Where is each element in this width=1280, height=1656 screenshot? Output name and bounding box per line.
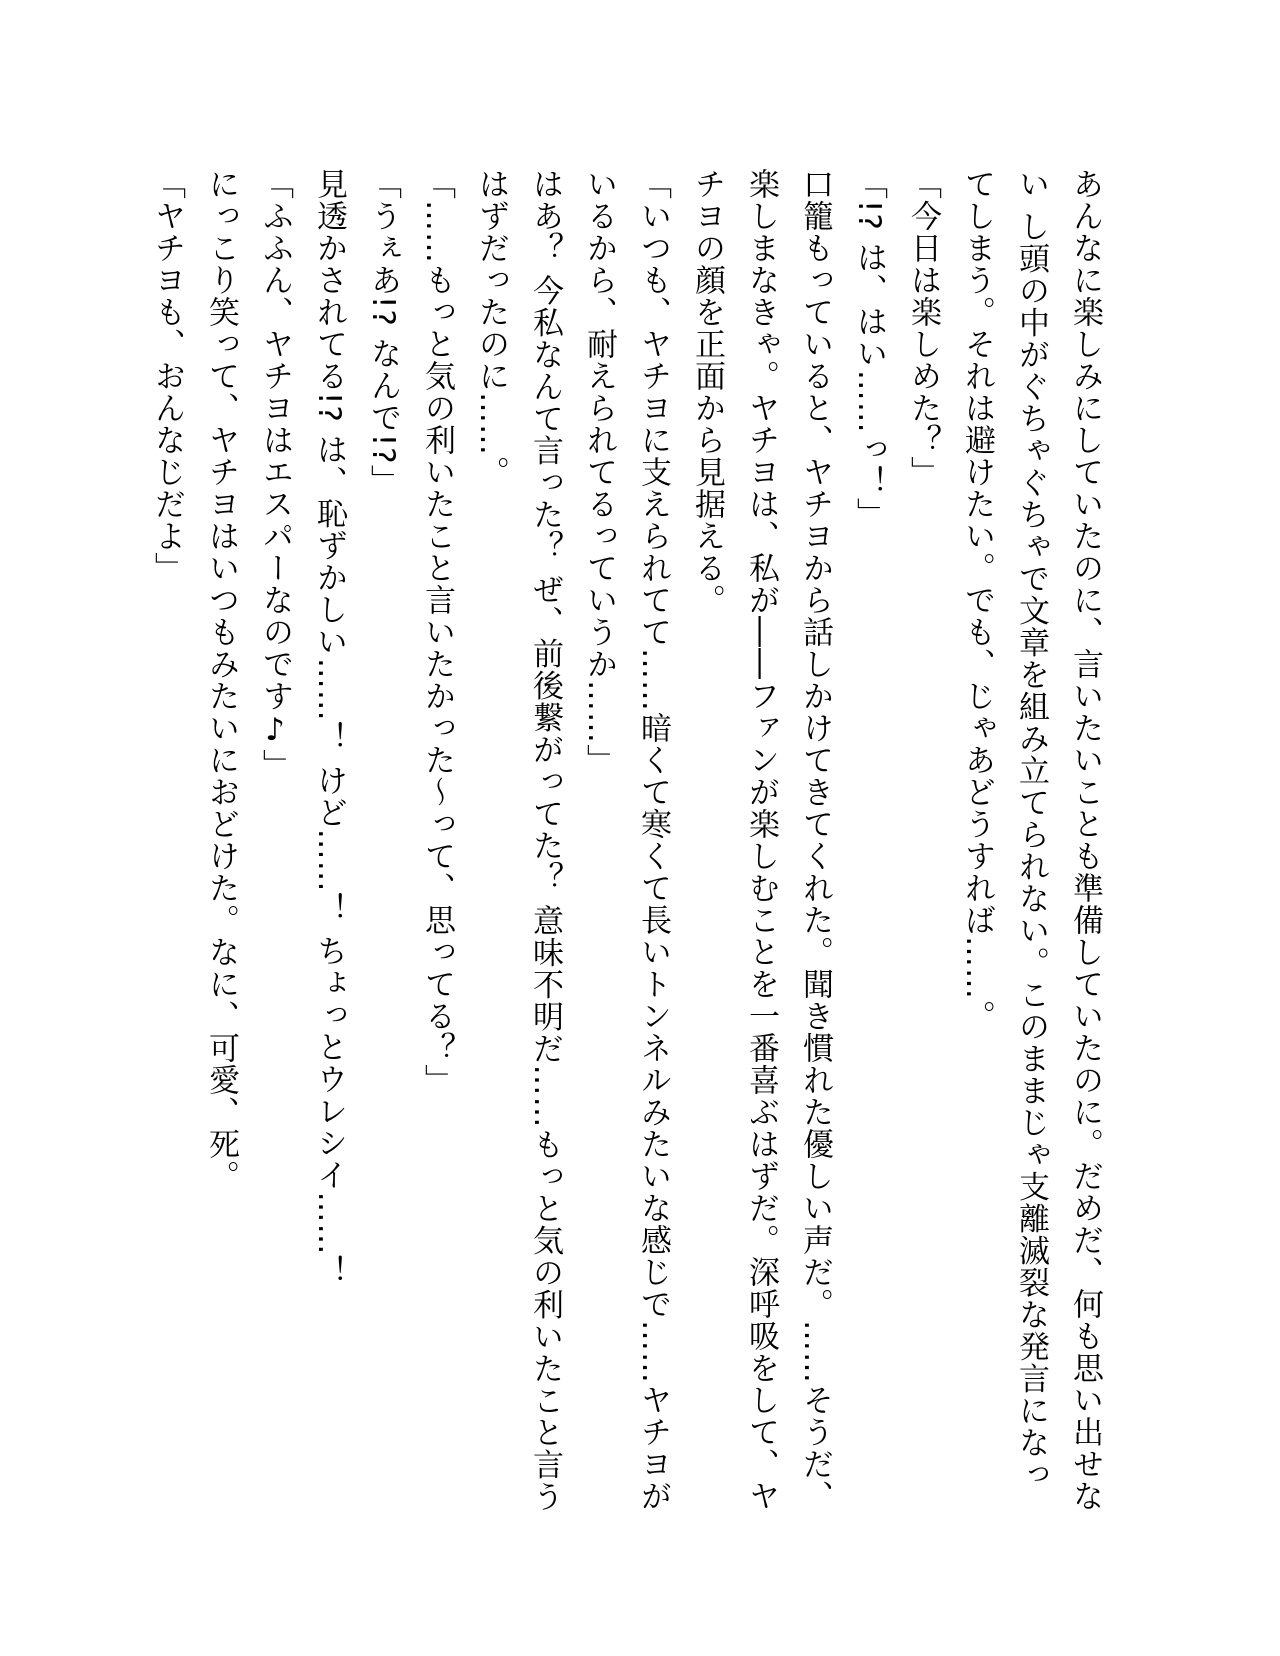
paragraph-narration-2: 口籠もっていると、ヤチヨから話しかけてきてくれた。聞き慣れた優しい声だ。……そうだ、楽しまなきゃ。ヤチヨは、私が――ファンが楽しむことを一番喜ぶはずだ。深呼吸をして、ヤチヨの顔を正面から見据える。 (689, 168, 833, 1512)
paragraph-narration-5: にっこり笑って、ヤチヨはいつもみたいにおどけた。なに、可愛、死。 (203, 168, 239, 1192)
vertical-text-block (140, 168, 1112, 1518)
paragraph-narration-4: 見透かされてる!? は、恥ずかしい……！ けど……！ ちょっとウレシイ……！ (311, 168, 347, 1288)
paragraph-dialogue-yachiyo-4: 「ヤチヨも、おんなじだよ」 (149, 168, 185, 584)
paragraph-dialogue-narrator-3: 「うぇあ!? なんで!?」 (365, 168, 401, 497)
paragraph-dialogue-yachiyo-3: 「ふふん、ヤチヨはエスパーなのです♪」 (257, 168, 293, 781)
paragraph-dialogue-yachiyo-1: 「今日は楽しめた？」 (905, 168, 941, 488)
paragraph-dialogue-narrator-2: 「いつも、ヤチヨに支えられてて……暗くて寒くて長いトンネルみたいな感じで……ヤチヨがいるから、耐えられてるっていうか……」 (581, 168, 671, 1512)
paragraph-narration-3: はあ？ 今私なんて言った？ ぜ、前後繋がってた？ 意味不明だ……もっと気の利いたこと言うはずだったのに……。 (473, 168, 563, 1513)
paragraph-narration-1: あんなに楽しみにしていたのに、言いたいことも準備していたのに。だめだ、何も思い出せない し頭の中がぐちゃぐちゃで文章を組み立てられない。このままじゃ支離滅裂な発言になってしまう。それは避けたい。でも、じゃあどうすれば……。 (959, 168, 1103, 1512)
paragraph-dialogue-yachiyo-2: 「……もっと気の利いたこと言いたかった～って、思ってる？」 (419, 168, 455, 1096)
paragraph-dialogue-narrator-1: 「!? は、はい……っ！」 (851, 168, 887, 530)
